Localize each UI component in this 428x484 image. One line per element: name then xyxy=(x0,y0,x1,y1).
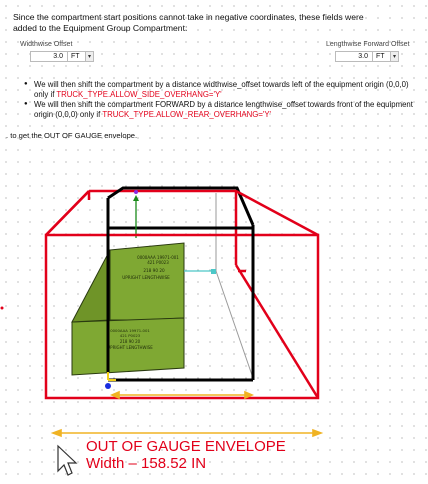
oog-note: . to get the OUT OF GAUGE envelope. xyxy=(6,131,138,140)
bullet-code: TRUCK_TYPE.ALLOW_SIDE_OVERHANG='Y' xyxy=(56,89,222,99)
lengthwise-offset-label: Lengthwise Forward Offset xyxy=(326,41,410,48)
origin-marker xyxy=(105,383,111,389)
cargo-side-face xyxy=(72,250,110,322)
cargo-top-label-4: UPRIGHT LENGTHWISE xyxy=(122,275,170,280)
intro-line-1: Since the compartment start positions cannot take in negative coordinates, these fields were xyxy=(13,12,364,22)
widthwise-unit-select[interactable]: FT xyxy=(68,51,86,62)
bullet-code: TRUCK_TYPE.ALLOW_REAR_OVERHANG='Y' xyxy=(102,109,272,119)
caption-title: OUT OF GAUGE ENVELOPE xyxy=(86,438,286,455)
envelope-caption xyxy=(86,438,286,472)
cargo-box xyxy=(72,243,184,375)
lengthwise-unit-select[interactable]: FT xyxy=(373,51,391,62)
cargo-top-label-2: 421 P0023 xyxy=(147,260,169,265)
intro-line-2: added to the Equipment Group Compartment: xyxy=(13,23,188,33)
bullet-text: We will then shift the compartment by a distance widthwise_offset towards left of the equipment origin (0,0,0) only if xyxy=(34,80,409,99)
cargo-front-label-2: 421 P0023 xyxy=(119,333,141,338)
lengthwise-offset-input[interactable]: 3.0 xyxy=(335,51,373,62)
cargo-top-label-3: 218 90 20 xyxy=(143,268,165,273)
chevron-down-icon[interactable]: ▾ xyxy=(86,51,94,62)
chevron-down-icon[interactable]: ▾ xyxy=(391,51,399,62)
cargo-front-label-3: 218 90 20 xyxy=(119,339,141,344)
cargo-front-label-1: 0000AAA 19971-001 xyxy=(110,328,150,333)
mouse-cursor-icon xyxy=(58,446,76,475)
cargo-top-label-1: 0000AAA 19971-001 xyxy=(137,255,179,260)
caption-width: Width – 158.52 IN xyxy=(86,455,207,472)
cargo-front-label-4: UPRIGHT LENGTHWISE xyxy=(107,345,153,350)
widthwise-offset-input[interactable]: 3.0 xyxy=(30,51,68,62)
widthwise-offset-label: Widthwise Offset xyxy=(20,41,73,48)
bullet-text: We will then shift the compartment FORWARD by a distance lengthwise_offset towards front of the equipment origin (0,0,0) only if xyxy=(34,100,413,119)
